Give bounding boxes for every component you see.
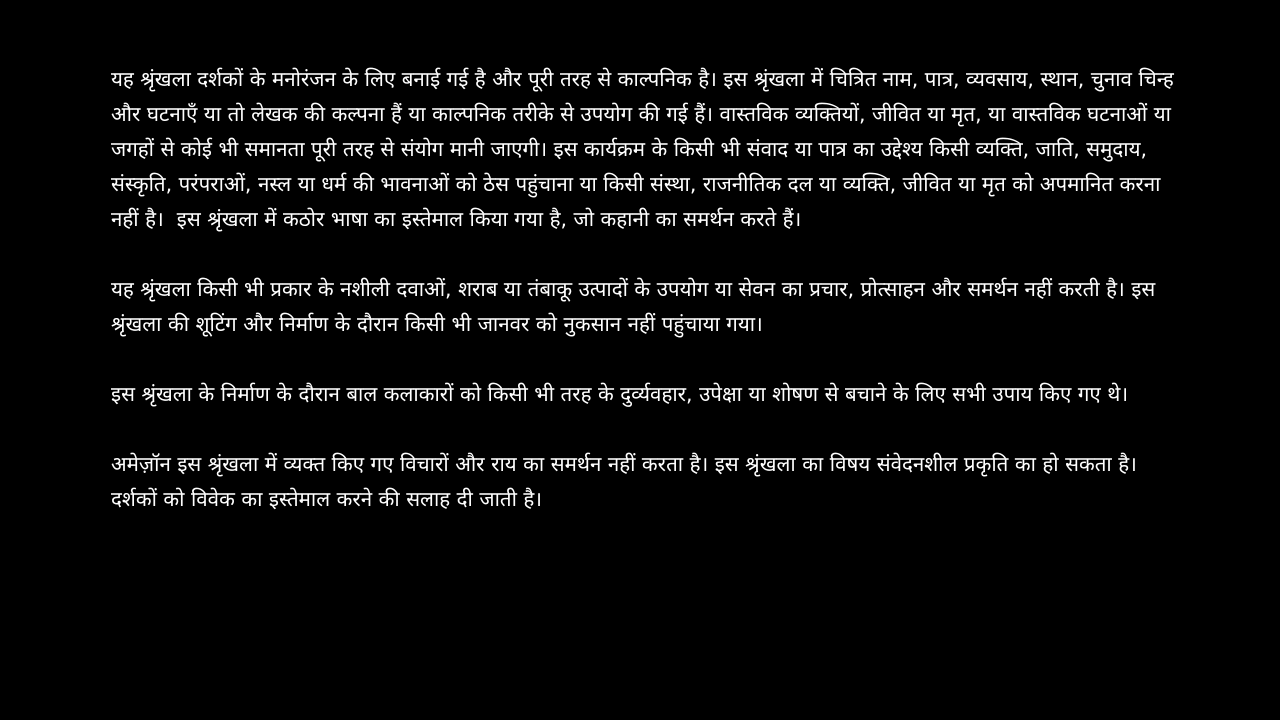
disclaimer-text-block (111, 62, 1181, 517)
disclaimer-paragraph-fiction: यह श्रृंखला दर्शकों के मनोरंजन के लिए बनाई गई है और पूरी तरह से काल्पनिक है। इस श्रृंखला में चित्रित नाम, पात्र, व्यवसाय, स्थान, चुनाव चिन्ह और घटनाएँ या तो लेखक की कल्पना हैं या काल्पनिक तरीके से उपयोग की गई हैं। वास्तविक व्यक्तियों, जीवित या मृत, या वास्तविक घटनाओं या जगहों से कोई भी समानता पूरी तरह से संयोग मानी जाएगी। इस कार्यक्रम के किसी भी संवाद या पात्र का उद्देश्य किसी व्यक्ति, जाति, समुदाय, संस्कृति, परंपराओं, नस्ल या धर्म की भावनाओं को ठेस पहुंचाना या किसी संस्था, राजनीतिक दल या व्यक्ति, जीवित या मृत को अपमानित करना नहीं है। इस श्रृंखला में कठोर भाषा का इस्तेमाल किया गया है, जो कहानी का समर्थन करते हैं। (111, 67, 1181, 231)
disclaimer-paragraph-child-artists: इस श्रृंखला के निर्माण के दौरान बाल कलाकारों को किसी भी तरह के दुर्व्यवहार, उपेक्षा या शोषण से बचाने के लिए सभी उपाय किए गए थे। (111, 382, 1129, 406)
disclaimer-paragraph-substances-animals: यह श्रृंखला किसी भी प्रकार के नशीली दवाओं, शराब या तंबाकू उत्पादों के उपयोग या सेवन का प्रचार, प्रोत्साहन और समर्थन नहीं करती है। इस श्रृंखला की शूटिंग और निर्माण के दौरान किसी भी जानवर को नुकसान नहीं पहुंचाया गया। (111, 277, 1162, 336)
disclaimer-paragraph-viewer-discretion: अमेज़ॉन इस श्रृंखला में व्यक्त किए गए विचारों और राय का समर्थन नहीं करता है। इस श्रृंखला का विषय संवेदनशील प्रकृति का हो सकता है। दर्शकों को विवेक का इस्तेमाल करने की सलाह दी जाती है। (111, 452, 1144, 511)
